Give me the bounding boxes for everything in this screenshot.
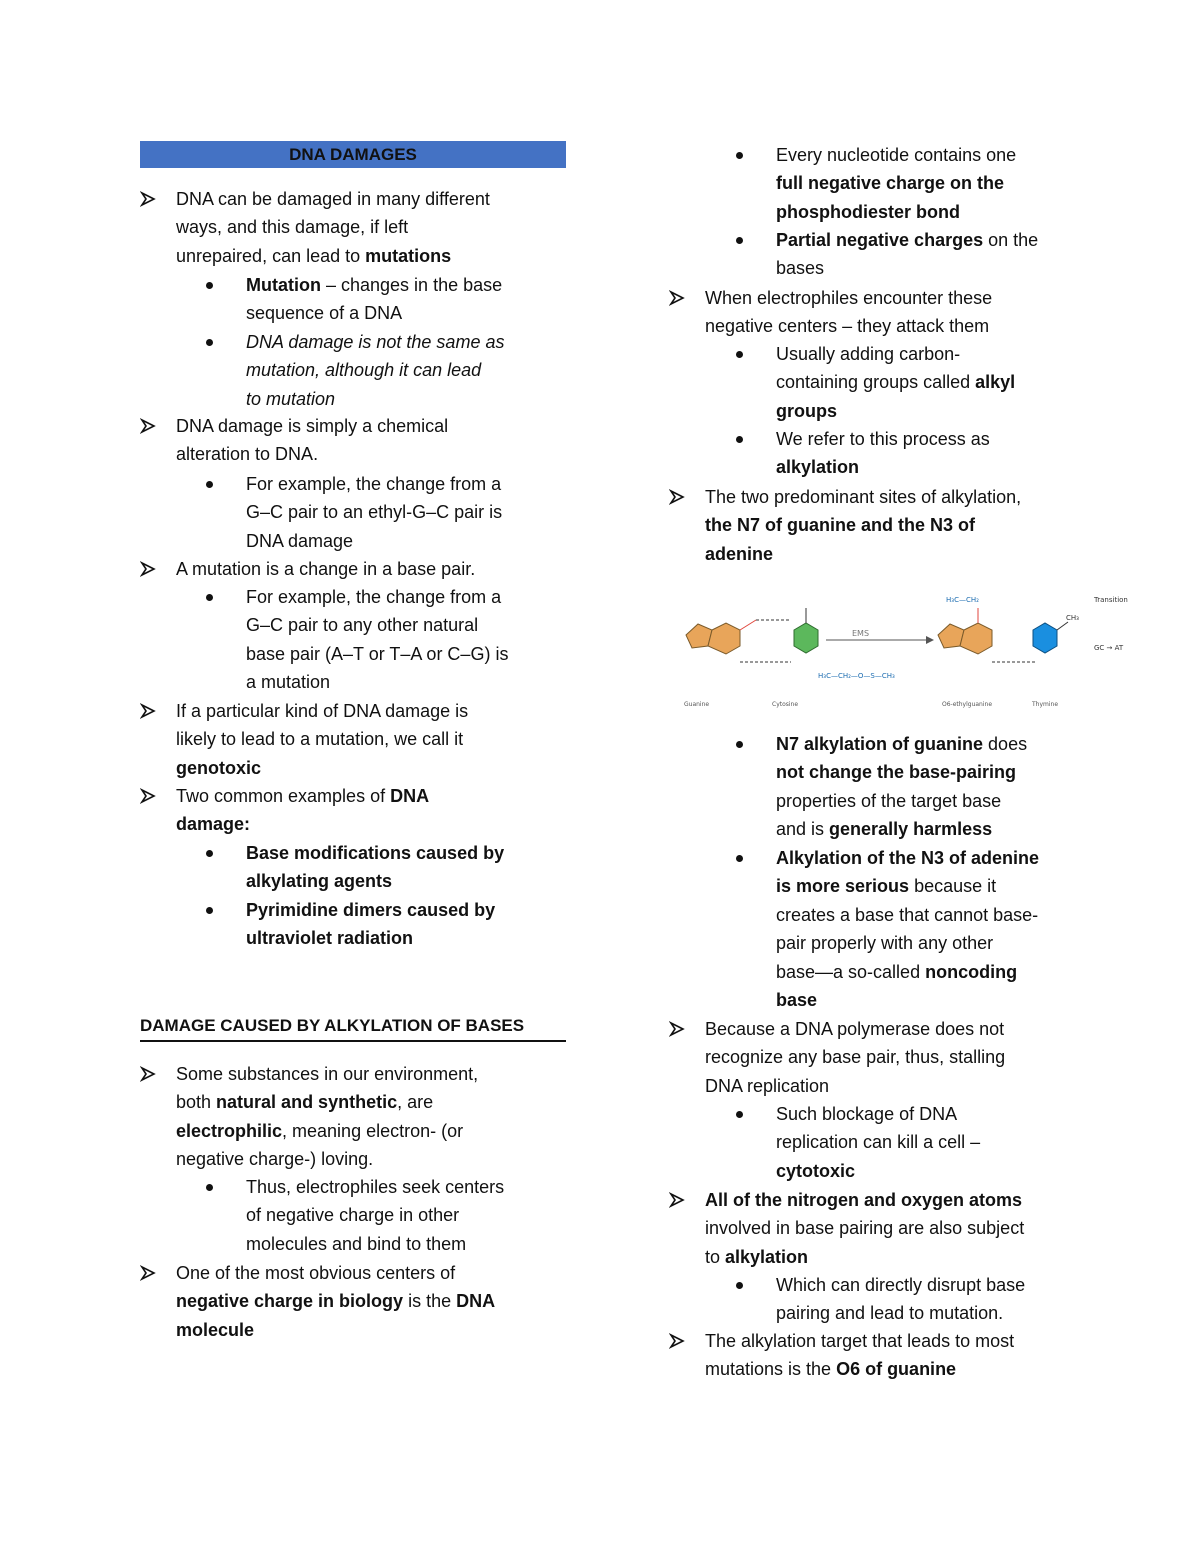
arrow-bullet-icon: [140, 697, 158, 725]
transition-label: Transition: [1094, 596, 1128, 604]
o6-ethylguanine-structure: [938, 608, 1036, 662]
thymine-structure: [1033, 622, 1068, 653]
list-item: For example, the change from a G–C pair to any other natural base pair (A–T or T–A or C–G) is a mutation: [246, 583, 508, 697]
bullet-icon: [736, 741, 743, 748]
arrow-bullet-icon: [140, 185, 158, 213]
bullet-icon: [206, 282, 213, 289]
list-item: DNA damage is not the same as mutation, although it can lead to mutation: [246, 328, 504, 413]
arrow-bullet-icon: [669, 1015, 687, 1043]
list-item: The two predominant sites of alkylation, the N7 of guanine and the N3 of adenine: [705, 483, 1021, 568]
arrow-bullet-icon: [669, 483, 687, 511]
bullet-icon: [206, 1184, 213, 1191]
list-item: Which can directly disrupt base pairing and lead to mutation.: [776, 1271, 1025, 1328]
list-item: All of the nitrogen and oxygen atoms involved in base pairing are also subject to alkylation: [705, 1186, 1024, 1271]
arrow-bullet-icon: [140, 782, 158, 810]
arrow-bullet-icon: [669, 1186, 687, 1214]
list-item: Two common examples of DNA damage:: [176, 782, 429, 839]
ethyl-group-label: H₃C—CH₂: [946, 596, 979, 604]
bullet-icon: [206, 339, 213, 346]
guanine-structure: [686, 620, 791, 662]
list-item: The alkylation target that leads to most mutations is the O6 of guanine: [705, 1327, 1014, 1384]
list-item: N7 alkylation of guanine does not change the base-pairing properties of the target base and is generally harmless: [776, 730, 1027, 844]
bullet-icon: [206, 594, 213, 601]
bullet-icon: [206, 481, 213, 488]
bullet-icon: [736, 855, 743, 862]
methyl-label: CH₃: [1066, 614, 1079, 622]
list-item: A mutation is a change in a base pair.: [176, 555, 475, 583]
arrow-bullet-icon: [140, 1259, 158, 1287]
list-item: Thus, electrophiles seek centers of negative charge in other molecules and bind to them: [246, 1173, 504, 1258]
list-item: Such blockage of DNA replication can kill a cell – cytotoxic: [776, 1100, 980, 1185]
list-item: Pyrimidine dimers caused by ultraviolet radiation: [246, 896, 495, 953]
list-item: Usually adding carbon- containing groups called alkyl groups: [776, 340, 1015, 425]
o6-ethylguanine-label: O6-ethylguanine: [942, 701, 993, 708]
bullet-icon: [206, 850, 213, 857]
arrow-bullet-icon: [140, 1060, 158, 1088]
arrow-bullet-icon: [140, 412, 158, 440]
ems-label: EMS: [852, 629, 870, 638]
list-item: Partial negative charges on the bases: [776, 226, 1038, 283]
cytosine-structure: [794, 608, 818, 653]
arrow-bullet-icon: [669, 284, 687, 312]
bullet-icon: [736, 237, 743, 244]
list-item: Every nucleotide contains one full negative charge on the phosphodiester bond: [776, 141, 1016, 226]
list-item: DNA can be damaged in many different ways, and this damage, if left unrepaired, can lead to mutations: [176, 185, 490, 270]
bullet-icon: [736, 1111, 743, 1118]
list-item: Because a DNA polymerase does not recognize any base pair, thus, stalling DNA replication: [705, 1015, 1005, 1100]
thymine-label: Thymine: [1032, 701, 1059, 708]
list-item: Base modifications caused by alkylating agents: [246, 839, 504, 896]
arrow-bullet-icon: [140, 555, 158, 583]
gc-at-label: GC → AT: [1094, 644, 1124, 652]
list-item: If a particular kind of DNA damage is likely to lead to a mutation, we call it genotoxic: [176, 697, 468, 782]
list-item: Alkylation of the N3 of adenine is more serious because it creates a base that cannot base- pair properly with any other base—a so-called noncoding base: [776, 844, 1039, 1014]
list-item: For example, the change from a G–C pair to an ethyl-G–C pair is DNA damage: [246, 470, 502, 555]
ems-formula: H₃C—CH₂—O—S—CH₃: [818, 672, 895, 680]
list-item: Mutation – changes in the base sequence of a DNA: [246, 271, 502, 328]
cytosine-label: Cytosine: [772, 701, 799, 708]
list-item: Some substances in our environment, both natural and synthetic, are electrophilic, meaning electron- (or negative charge-) loving.: [176, 1060, 478, 1174]
list-item: We refer to this process as alkylation: [776, 425, 990, 482]
section-heading-alkylation: DAMAGE CAUSED BY ALKYLATION OF BASES: [140, 1012, 566, 1042]
list-item: One of the most obvious centers of negative charge in biology is the DNA molecule: [176, 1259, 495, 1344]
guanine-label: Guanine: [684, 701, 710, 708]
section-heading-dna-damages: DNA DAMAGES: [140, 141, 566, 168]
bullet-icon: [736, 351, 743, 358]
list-item: When electrophiles encounter these negative centers – they attack them: [705, 284, 992, 341]
bullet-icon: [736, 1282, 743, 1289]
bullet-icon: [736, 152, 743, 159]
alkylation-mispair-figure: [676, 590, 1136, 715]
reaction-arrow-icon: [826, 636, 934, 644]
bullet-icon: [206, 907, 213, 914]
bullet-icon: [736, 436, 743, 443]
list-item: DNA damage is simply a chemical alteration to DNA.: [176, 412, 448, 469]
arrow-bullet-icon: [669, 1327, 687, 1355]
